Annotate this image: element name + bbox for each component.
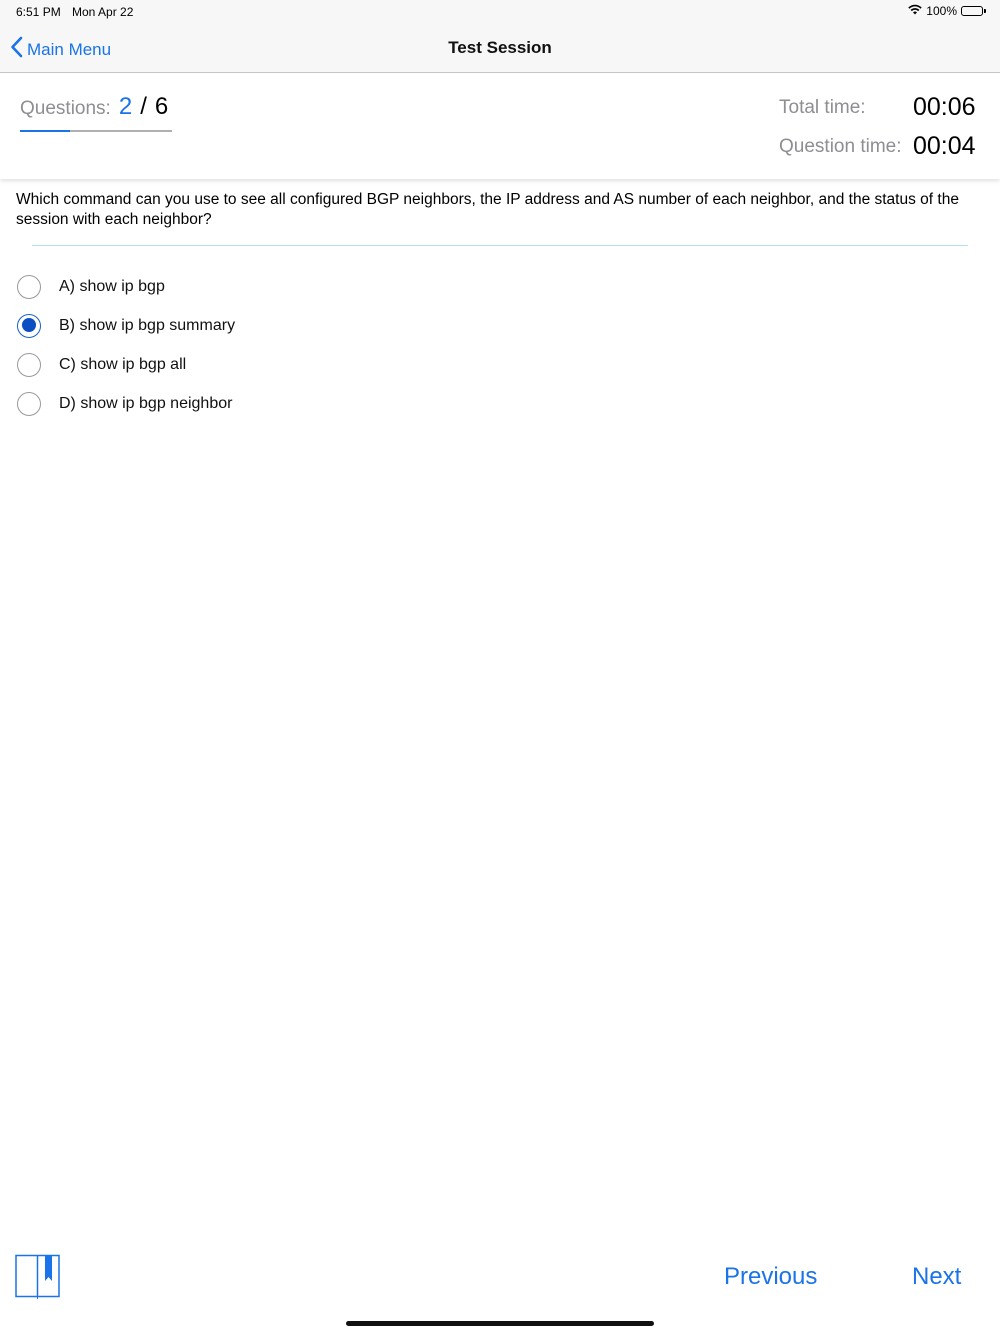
- option-label: D) show ip bgp neighbor: [59, 394, 233, 412]
- battery-tip: [984, 9, 986, 13]
- status-date: Mon Apr 22: [72, 5, 134, 19]
- question-progress-bar: [20, 130, 172, 132]
- previous-button[interactable]: Previous: [724, 1263, 818, 1290]
- radio-button[interactable]: [17, 275, 41, 299]
- status-indicators: [908, 4, 986, 18]
- total-questions-number: 6: [154, 93, 169, 120]
- radio-button[interactable]: [17, 392, 41, 416]
- questions-label: Questions:: [20, 98, 111, 119]
- session-header: [0, 73, 1000, 179]
- next-button[interactable]: Next: [912, 1263, 962, 1290]
- status-time: 6:51 PM: [16, 5, 61, 19]
- page-title: Test Session: [448, 38, 552, 57]
- question-progress-fill: [20, 130, 70, 132]
- back-label: Main Menu: [27, 39, 112, 59]
- current-question-number: 2: [118, 93, 133, 120]
- radio-button-selected[interactable]: [17, 314, 41, 338]
- question-text: Which command can you use to see all configured BGP neighbors, the IP address and AS number of each neighbor, and the status of the session with each neighbor?: [16, 191, 959, 228]
- answer-options: [17, 267, 617, 423]
- bookmark-button[interactable]: [15, 1254, 61, 1300]
- wifi-icon: [908, 4, 922, 18]
- option-d[interactable]: [17, 384, 617, 423]
- question-time-label: Question time:: [779, 136, 902, 157]
- option-label: C) show ip bgp all: [59, 355, 187, 373]
- option-label: A) show ip bgp: [59, 277, 165, 295]
- navigation-bar: [0, 24, 1000, 73]
- counter-separator: /: [140, 93, 147, 120]
- home-indicator[interactable]: [346, 1321, 654, 1326]
- option-c[interactable]: [17, 345, 617, 384]
- question-time-value: 00:04: [913, 132, 976, 160]
- question-counter: [20, 93, 168, 121]
- total-time-value: 00:06: [913, 93, 976, 121]
- bookmark-icon: [15, 1287, 61, 1304]
- battery-icon: [961, 6, 983, 16]
- option-label: B) show ip bgp summary: [59, 316, 236, 334]
- total-time-label: Total time:: [779, 97, 866, 118]
- battery-percent: 100%: [926, 4, 957, 18]
- option-a[interactable]: [17, 267, 617, 306]
- option-b[interactable]: [17, 306, 617, 345]
- status-bar: [0, 0, 1000, 24]
- radio-button[interactable]: [17, 353, 41, 377]
- question-divider: [32, 245, 968, 246]
